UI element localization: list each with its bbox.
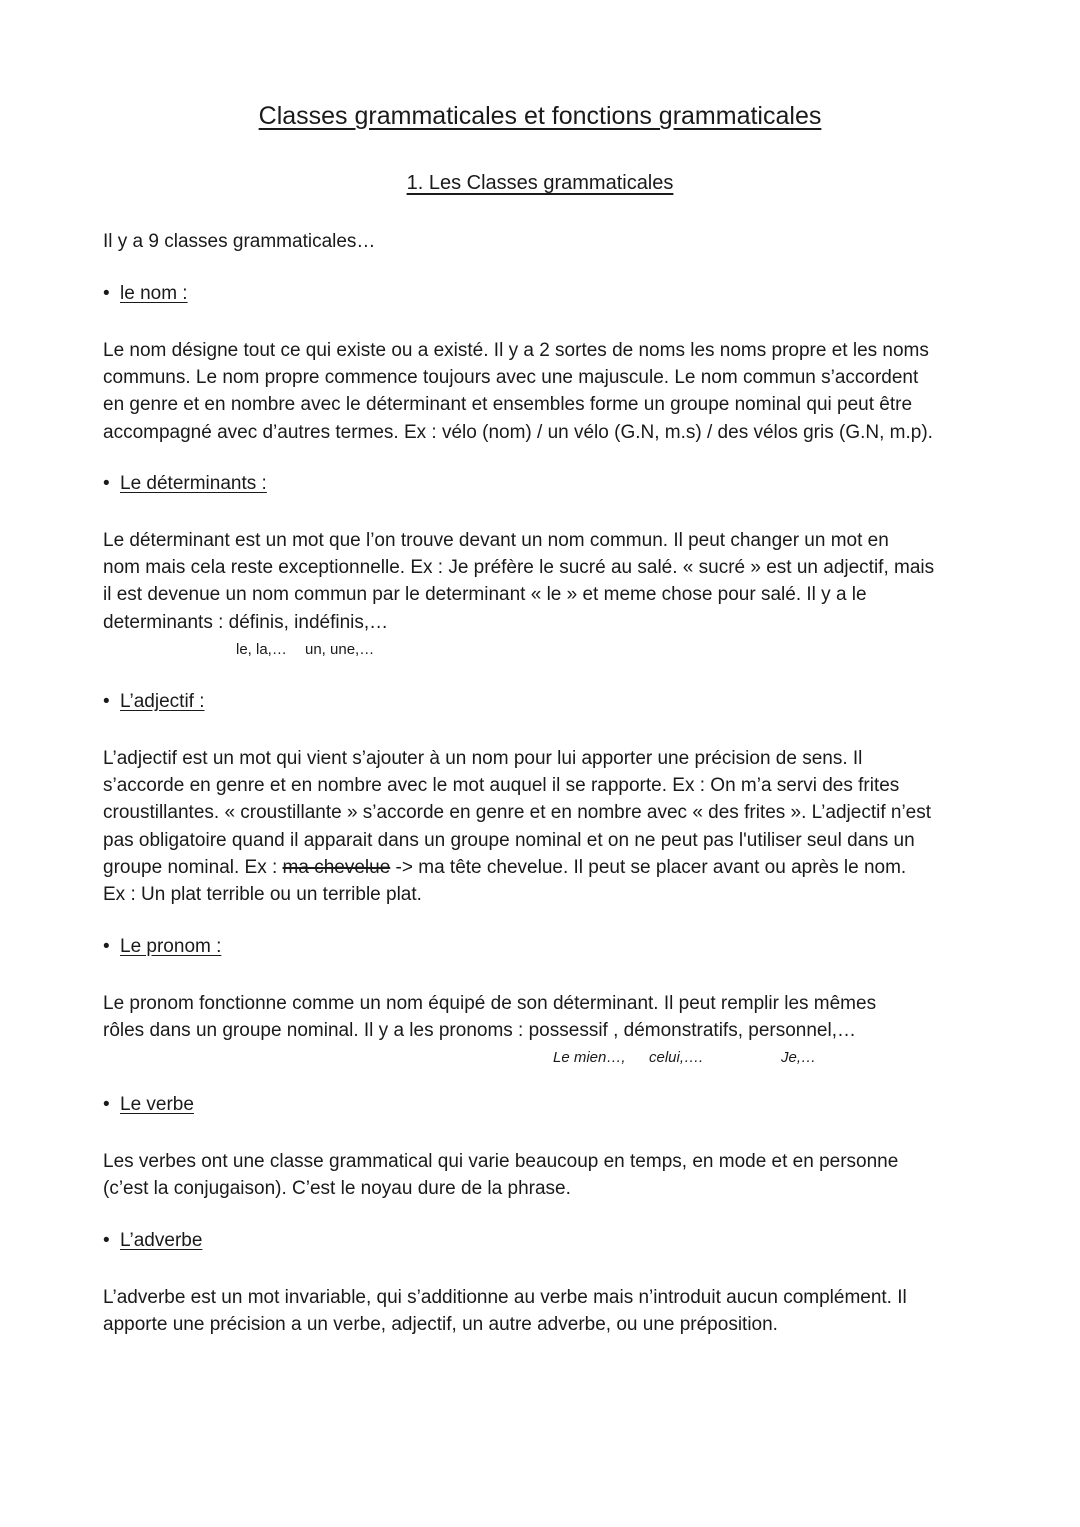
page-title — [0, 102, 1080, 131]
heading-nom — [103, 283, 188, 305]
heading-adjectif — [103, 691, 205, 713]
paragraph-line: (c’est la conjugaison). C’est le noyau dure de la phrase. — [103, 1178, 571, 1200]
paragraph-line: Le nom désigne tout ce qui existe ou a existé. Il y a 2 sortes de noms les noms propre et les noms — [103, 340, 929, 361]
paragraph-line — [103, 854, 983, 881]
note-indefinis: un, une,… — [305, 641, 375, 658]
paragraph-line: Le déterminant est un mot que l’on trouve devant un nom commun. Il peut changer un mot en — [103, 530, 889, 551]
bullet: • — [103, 473, 110, 494]
heading-pronom — [103, 936, 221, 958]
paragraph-line: L’adverbe est un mot invariable, qui s’additionne au verbe mais n’introduit aucun complément. Il — [103, 1287, 907, 1308]
line-part: -> ma tête chevelue. Il peut se placer avant ou après le nom. — [390, 856, 907, 878]
paragraph-line: en genre et en nombre avec le déterminant et ensembles forme un groupe nominal qui peut être — [103, 394, 913, 416]
bullet: • — [103, 283, 110, 304]
heading-verbe-label: Le verbe — [120, 1094, 194, 1115]
section-title-text: 1. Les Classes grammaticales — [406, 172, 674, 194]
line-part: groupe nominal. Ex : — [103, 856, 283, 878]
paragraph-line: L’adjectif est un mot qui vient s’ajouter à un nom pour lui apporter une précision de sens. Il — [103, 748, 863, 769]
paragraph-line: apporte une précision a un verbe, adjectif, un autre adverbe, ou une préposition. — [103, 1314, 778, 1336]
heading-verbe — [103, 1094, 194, 1116]
note-personnel: Je,… — [781, 1049, 817, 1066]
note-demonstratif: celui,…. — [649, 1049, 704, 1066]
bullet: • — [103, 1230, 110, 1251]
bullet: • — [103, 1094, 110, 1115]
paragraph-line: accompagné avec d’autres termes. Ex : vélo (nom) / un vélo (G.N, m.s) / des vélos gris (G.N, m.p). — [103, 421, 933, 443]
heading-adverbe — [103, 1230, 202, 1252]
paragraph-line: pas obligatoire quand il apparait dans un groupe nominal et on ne peut pas l'utiliser seul dans un — [103, 829, 915, 851]
paragraph-adjectif — [103, 745, 983, 908]
paragraph-nom — [103, 337, 983, 446]
heading-nom-label: le nom : — [120, 283, 188, 304]
intro-text: Il y a 9 classes grammaticales… — [103, 231, 376, 252]
paragraph-pronom — [103, 990, 983, 1044]
heading-pronom-label: Le pronom : — [120, 936, 222, 957]
paragraph-line: determinants : définis, indéfinis,… — [103, 611, 389, 633]
bullet: • — [103, 691, 110, 712]
page-title-text: Classes grammaticales et fonctions grammaticales — [258, 102, 822, 130]
paragraph-line: nom mais cela reste exceptionnelle. Ex : Je préfère le sucré au salé. « sucré » est un adjectif, mais — [103, 557, 935, 579]
paragraph-line: s’accorde en genre et en nombre avec le mot auquel il se rapporte. Ex : On m’a servi des frites — [103, 775, 900, 797]
note-definis: le, la,… — [236, 641, 287, 658]
paragraph-adverbe — [103, 1284, 983, 1338]
heading-adjectif-label: L’adjectif : — [120, 691, 205, 712]
paragraph-line: il est devenue un nom commun par le determinant « le » et meme chose pour salé. Il y a le — [103, 584, 867, 606]
heading-adverbe-label: L’adverbe — [120, 1230, 203, 1251]
paragraph-line: croustillantes. « croustillante » s’accorde en genre et en nombre avec « des frites ». L’adjectif n’est — [103, 802, 932, 824]
section-title — [0, 172, 1080, 195]
paragraph-line: Les verbes ont une classe grammatical qui varie beaucoup en temps, en mode et en personne — [103, 1151, 899, 1172]
paragraph-line: rôles dans un groupe nominal. Il y a les pronoms : possessif , démonstratifs, personnel,… — [103, 1020, 856, 1042]
note-possessif: Le mien…, — [553, 1049, 626, 1066]
paragraph-determinants — [103, 527, 983, 636]
heading-determinants — [103, 473, 267, 495]
bullet: • — [103, 936, 110, 957]
paragraph-line: Le pronom fonctionne comme un nom équipé de son déterminant. Il peut remplir les mêmes — [103, 993, 877, 1014]
paragraph-line: communs. Le nom propre commence toujours avec une majuscule. Le nom commun s’accordent — [103, 367, 919, 389]
paragraph-line: Ex : Un plat terrible ou un terrible plat. — [103, 884, 422, 906]
strikethrough-text: ma chevelue — [282, 856, 391, 878]
heading-determinants-label: Le déterminants : — [120, 473, 267, 494]
paragraph-verbe — [103, 1148, 983, 1202]
